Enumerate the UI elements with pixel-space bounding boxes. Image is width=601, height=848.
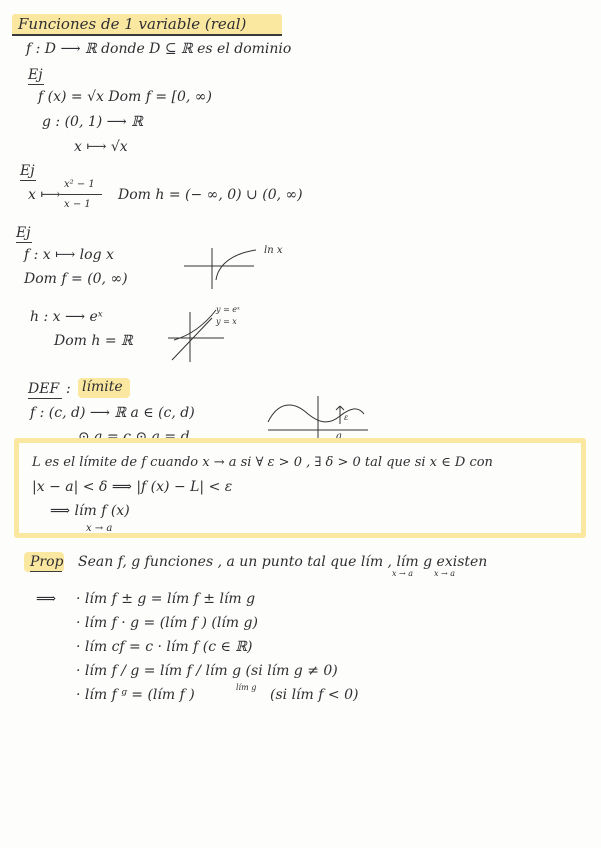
ej1-line2: g : (0, 1) ⟶ ℝ (42, 114, 143, 130)
page-title: Funciones de 1 variable (real) (18, 15, 247, 33)
definition-limit-sub: x → a (86, 523, 113, 534)
prop-item-superscript: lím g (236, 683, 257, 692)
ej2-denominator: x − 1 (64, 199, 91, 210)
def-line2: ⊙ a = c ⊙ a = d (78, 429, 190, 445)
prop-sub-2: x → a (434, 569, 456, 578)
example-label-1: Ej (28, 67, 43, 83)
prop-label: Prop (30, 554, 64, 570)
example-label-2: Ej (20, 163, 35, 179)
prop-item: · lím cf = c · lím f (c ∈ ℝ) (76, 639, 253, 655)
def-line1: f : (c, d) ⟶ ℝ a ∈ (c, d) (30, 405, 195, 421)
definition-line1: L es el límite de f cuando x → a si ∀ ε > 0 , ∃ δ > 0 tal que si x ∈ D con (32, 455, 493, 470)
definition-line3: ⟹ lím f (x) (50, 503, 130, 519)
ej2-numerator: x² − 1 (64, 179, 95, 190)
domain-definition: f : D ⟶ ℝ donde D ⊆ ℝ es el dominio (26, 41, 292, 57)
prop-item: · lím f / g = lím f / lím g (si lím g ≠ 0) (76, 663, 338, 679)
prop-arrow: ⟹ (36, 591, 57, 607)
ej3-line2: Dom f = (0, ∞) (24, 271, 128, 287)
prop-label-underline (30, 571, 62, 572)
prop-statement: Sean f, g funciones , a un punto tal que lím , lím g existen (78, 554, 488, 570)
title-underline (12, 34, 282, 36)
exp-graph-label-a: y = eˣ (216, 305, 240, 314)
def-colon: : (66, 381, 71, 397)
point-a-label: a (336, 431, 342, 442)
definition-line2: |x − a| < δ ⟹ |f (x) − L| < ε (32, 479, 233, 495)
epsilon-label: ε (344, 413, 349, 422)
prop-item: · lím f ᵍ = (lím f ) (76, 687, 195, 703)
example-label-underline (28, 84, 44, 85)
fraction-bar (60, 194, 102, 195)
prop-item-condition: (si lím f < 0) (270, 687, 359, 703)
prop-item: · lím f · g = (lím f ) (lím g) (76, 615, 258, 631)
example-label-underline (16, 242, 32, 243)
example-label-3: Ej (16, 225, 31, 241)
prop-sub-1: x → a (392, 569, 414, 578)
prop-item: · lím f ± g = lím f ± lím g (76, 591, 256, 607)
ej1-line1: f (x) = √x Dom f = [0, ∞) (38, 89, 212, 105)
ej3-line4: Dom h = ℝ (54, 333, 133, 349)
def-label-underline (28, 398, 62, 399)
log-graph-label: ln x (264, 245, 283, 256)
def-title: límite (82, 379, 123, 395)
ej2-map: x ⟼ (28, 187, 61, 203)
limit-graph (268, 392, 378, 442)
ej3-line1: f : x ⟼ log x (24, 247, 114, 263)
ej2-dom: Dom h = (− ∞, 0) ∪ (0, ∞) (118, 187, 303, 203)
ej1-line3: x ⟼ √x (74, 139, 128, 155)
exp-graph-label-b: y = x (216, 317, 237, 326)
example-label-underline (20, 180, 36, 181)
ej3-line3: h : x ⟶ eˣ (30, 309, 103, 325)
def-label: DEF (28, 381, 60, 397)
